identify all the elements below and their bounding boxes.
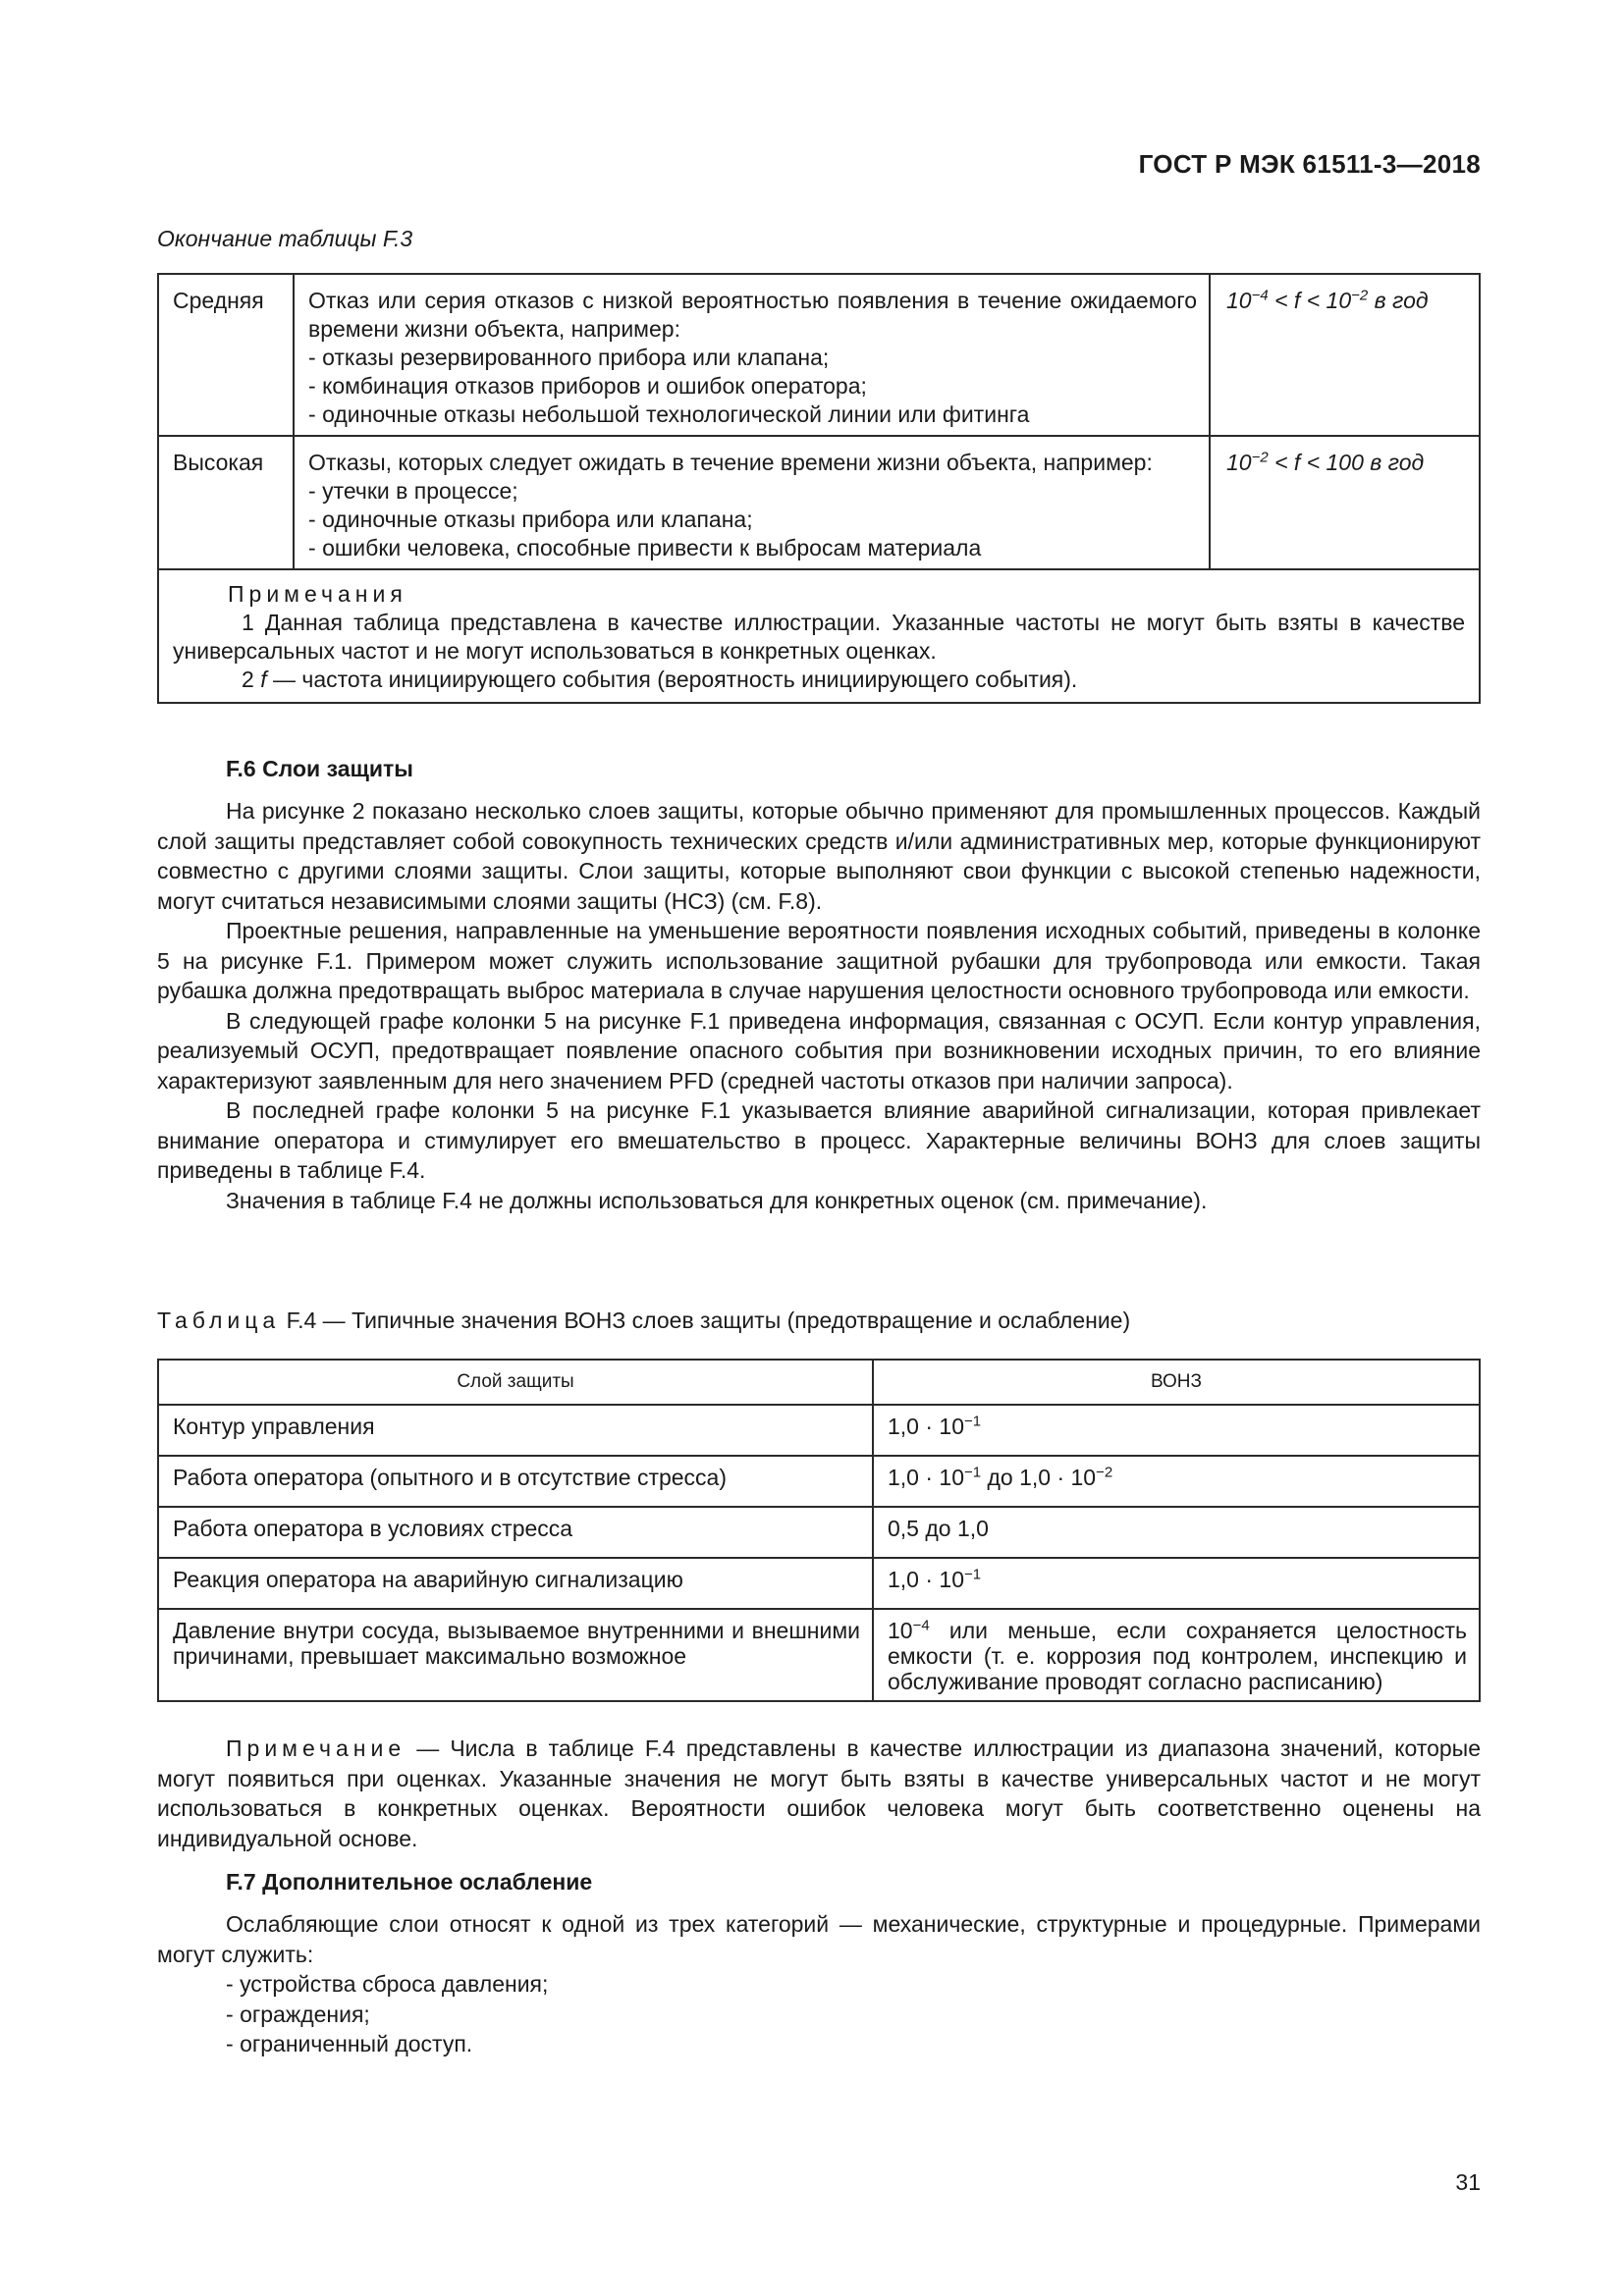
list-item: - одиночные отказы прибора или клапана; [308,506,1197,534]
description-cell [294,274,1210,436]
table-f4-note [157,1734,1481,1853]
frequency-level: Высокая [158,436,294,569]
frequency-range: $10^{-2} < f < 100$ в год [1210,436,1480,569]
value-cell: $10^{-4}$ или меньше, если сохраняется целостность емкости (т. е. коррозия под контролем, инспекцию и обслуживание проводят согласно расписанию) [873,1609,1480,1701]
frequency-level: Средняя [158,274,294,436]
page-number: 31 [1455,2169,1481,2195]
note-1: 1 Данная таблица представлена в качестве иллюстрации. Указанные частоты не могут быть взяты в качестве универсальных частот и не могут использоваться в конкретных оценках. [173,610,1465,664]
note-text: — Числа в таблице F.4 представлены в качестве иллюстрации из диапазона значений, которые могут появиться при оценках. Указанные значения не могут быть взяты в качестве универсальных частот и не могут использоваться в конкретных оценках. Вероятности ошибок человека могут быть соответственно оценены на индивидуальной основе. [157,1735,1481,1851]
description-cell [294,436,1210,569]
table-f4 [157,1359,1481,1702]
value-cell: 0,5 до 1,0 [873,1507,1480,1558]
section-f6 [157,756,1481,1215]
frequency-range: $10^{-4} < f < 10^{-2}$ в год [1210,274,1480,436]
table-row [158,1558,1480,1609]
bullet-list [157,1969,1481,2059]
list-item: - ограниченный доступ. [226,2029,1481,2059]
table-row [158,1609,1480,1701]
paragraph: На рисунке 2 показано несколько слоев защиты, которые обычно применяют для промышленных процессов. Каждый слой защиты представляет собой совокупность технических средств и/или административных мер, которые функционируют совместно с другими слоями защиты. Слои защиты, которые выполняют свои функции с высокой степенью надежности, могут считаться независимыми слоями защиты (НСЗ) (см. F.8). [157,798,1481,914]
list-item: - ограждения; [226,2000,1481,2030]
description-intro: Отказы, которых следует ожидать в течение времени жизни объекта, например: [308,450,1153,475]
paragraph: В следующей графе колонки 5 на рисунке F.1 приведена информация, связанная с ОСУП. Если контур управления, реализуемый ОСУП, предотвращает появление опасного события при возникновении исходных причин, то его влияние характеризуют заявленным для него значением PFD (средней частоты отказов при наличии запроса). [157,1007,1481,1094]
table-notes-row [158,569,1480,703]
value-cell: $1,0 \cdot 10^{-1}$ [873,1558,1480,1609]
list-item: - одиночные отказы небольшой технологической линии или фитинга [308,400,1197,429]
layer-cell: Давление внутри сосуда, вызываемое внутренними и внешними причинами, превышает максимально возможное [158,1609,873,1701]
list-item: - ошибки человека, способные привести к выбросам материала [308,534,1197,562]
paragraph: Проектные решения, направленные на уменьшение вероятности появления исходных событий, приведены в колонке 5 на рисунке F.1. Примером может служить использование защитной рубашки для трубопровода или емкости. Такая рубашка должна предотвращать выброс материала в случае нарушения целостности основного трубопровода или емкости. [157,918,1481,1003]
document-header: ГОСТ Р МЭК 61511-3—2018 [1138,149,1481,179]
table-row [158,1405,1480,1456]
paragraph: В последней графе колонки 5 на рисунке F.1 указывается влияние аварийной сигнализации, которая привлекает внимание оператора и стимулирует его вмешательство в процесс. Характерные величины ВОНЗ для слоев защиты приведены в таблице F.4. [157,1097,1481,1183]
description-list [308,477,1197,562]
layer-cell: Реакция оператора на аварийную сигнализацию [158,1558,873,1609]
section-heading: F.6 Слои защиты [226,756,413,781]
paragraph: Ослабляющие слои относят к одной из трех категорий — механические, структурные и процедурные. Примерами могут служить: [157,1911,1481,1967]
table-f3-continuation [157,273,1481,704]
list-item: - отказы резервированного прибора или клапана; [308,344,1197,372]
section-f7 [157,1869,1481,2059]
table-notes [158,569,1480,703]
table-row [158,274,1480,436]
note-2: 2 f — частота инициирующего события (вероятность инициирующего события). [242,667,1078,692]
list-item: - устройства сброса давления; [226,1969,1481,2000]
table-row [158,1507,1480,1558]
value-cell: $1,0 \cdot 10^{-1}$ [873,1405,1480,1456]
column-header: Слой защиты [158,1360,873,1405]
layer-cell: Работа оператора в условиях стресса [158,1507,873,1558]
notes-title: Примечания [228,581,407,607]
table-header-row [158,1360,1480,1405]
table-continuation-caption: Окончание таблицы F.3 [157,226,413,251]
layer-cell: Работа оператора (опытного и в отсутствие стресса) [158,1456,873,1507]
list-item: - комбинация отказов приборов и ошибок оператора; [308,372,1197,400]
section-heading: F.7 Дополнительное ослабление [226,1869,593,1895]
table-row [158,436,1480,569]
paragraph: Значения в таблице F.4 не должны использоваться для конкретных оценок (см. примечание). [226,1187,1208,1213]
description-list [308,344,1197,429]
value-cell: $1,0 \cdot 10^{-1}$ до $1,0 \cdot 10^{-2}$ [873,1456,1480,1507]
note-label: Примечание [226,1735,406,1761]
table-row [158,1456,1480,1507]
layer-cell: Контур управления [158,1405,873,1456]
description-intro: Отказ или серия отказов с низкой вероятностью появления в течение ожидаемого времени жизни объекта, например: [308,288,1197,342]
list-item: - утечки в процессе; [308,477,1197,506]
table-f4-caption: Таблица F.4 — Типичные значения ВОНЗ слоев защиты (предотвращение и ослабление) [157,1308,1131,1333]
column-header: ВОНЗ [873,1360,1480,1405]
